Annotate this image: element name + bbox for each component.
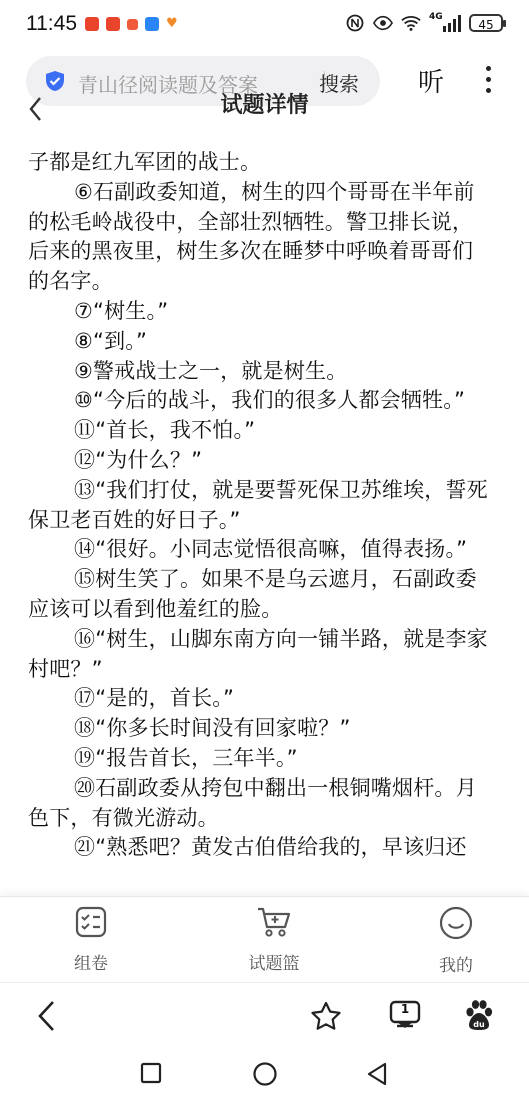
content-paragraph: ⑫“为什么？” <box>74 447 203 472</box>
notification-app-icon <box>145 17 159 31</box>
nav-label: 组卷 <box>74 954 108 974</box>
content-paragraph: ⑳石副政委从挎包中翻出一根铜嘴烟杆。月色下，有微光游动。 <box>28 775 477 830</box>
content-paragraph: 子都是红九军团的战士。 <box>28 150 262 174</box>
wifi-icon <box>401 14 421 32</box>
content-paragraph: ㉑“熟悉吧？黄发古伯借给我的，早该归还 <box>74 835 467 860</box>
content-paragraph: ⑥石副政委知道，树生的四个哥哥在半年前的松毛岭战役中，全部壮烈牺牲。警卫排长说，后来的黑夜里，树生多次在睡梦中呼唤着哥哥们的名字。 <box>28 179 475 294</box>
star-icon[interactable] <box>310 1001 342 1031</box>
content-paragraph: ⑬“我们打仗，就是要誓死保卫苏维埃，誓死保卫老百姓的好日子。” <box>28 477 488 532</box>
nav-label: 试题篮 <box>248 954 300 974</box>
content-paragraph: ⑨警戒战士之一，就是树生。 <box>74 358 348 383</box>
tab-count: 1 <box>400 1002 410 1016</box>
back-arrow-icon[interactable] <box>36 999 58 1033</box>
browser-toolbar <box>0 982 529 1049</box>
nfc-icon <box>345 14 365 32</box>
nav-item-compose[interactable] <box>41 905 141 974</box>
network-type: 4G <box>429 12 443 22</box>
eye-icon <box>373 14 393 32</box>
system-nav-bar <box>0 1048 529 1100</box>
nav-item-basket[interactable] <box>224 905 324 974</box>
question-content[interactable] <box>0 148 529 896</box>
content-paragraph: ⑩“今后的战斗，我们的很多人都会牺牲。” <box>74 388 466 413</box>
page-header <box>0 93 529 128</box>
content-paragraph: ⑦“树生。” <box>74 298 169 323</box>
signal-icon <box>429 14 461 32</box>
notification-app-icon <box>85 17 99 31</box>
checklist-icon <box>74 905 108 939</box>
content-paragraph: ⑪“首长，我不怕。” <box>74 418 256 443</box>
svg-text:du: du <box>473 1020 485 1029</box>
tabs-icon[interactable] <box>388 999 422 1031</box>
search-button[interactable]: 搜索 <box>319 72 359 96</box>
page-title: 试题详情 <box>220 93 309 118</box>
back-icon[interactable] <box>366 1061 388 1087</box>
battery-icon: 45 <box>469 14 503 32</box>
content-paragraph: ⑭“很好。小同志觉悟很高嘛，值得表扬。” <box>74 537 468 562</box>
nav-label: 我的 <box>439 956 473 976</box>
smile-icon <box>438 905 474 941</box>
nav-item-mine[interactable] <box>406 905 506 976</box>
bottom-nav <box>0 896 529 981</box>
notification-app-icon <box>106 17 120 31</box>
home-icon[interactable] <box>252 1061 278 1087</box>
search-query[interactable]: 青山径阅读题及答案 <box>78 73 258 97</box>
status-icons <box>345 14 503 32</box>
cart-icon <box>256 905 292 939</box>
status-time: 11:45 <box>26 12 77 35</box>
notification-app-icon <box>127 19 138 30</box>
baidu-paw-icon[interactable] <box>464 999 494 1031</box>
content-paragraph: ⑲“报告首长，三年半。” <box>74 745 298 770</box>
notification-heart-icon: ♥ <box>166 16 178 31</box>
listen-button[interactable]: 听 <box>418 68 445 98</box>
content-paragraph: ⑱“你多长时间没有回家啦？” <box>74 716 351 741</box>
content-paragraph: ⑧“到。” <box>74 328 148 353</box>
content-paragraph: ⑮树生笑了。如果不是乌云遮月，石副政委应该可以看到他羞红的脸。 <box>28 567 477 621</box>
content-paragraph: ⑯“树生，山脚东南方向一铺半路，就是李家村吧？” <box>28 626 488 681</box>
notification-icons <box>85 17 180 31</box>
status-bar <box>0 0 529 50</box>
recent-apps-icon[interactable] <box>140 1062 162 1084</box>
content-paragraph: ⑰“是的，首长。” <box>74 686 235 711</box>
